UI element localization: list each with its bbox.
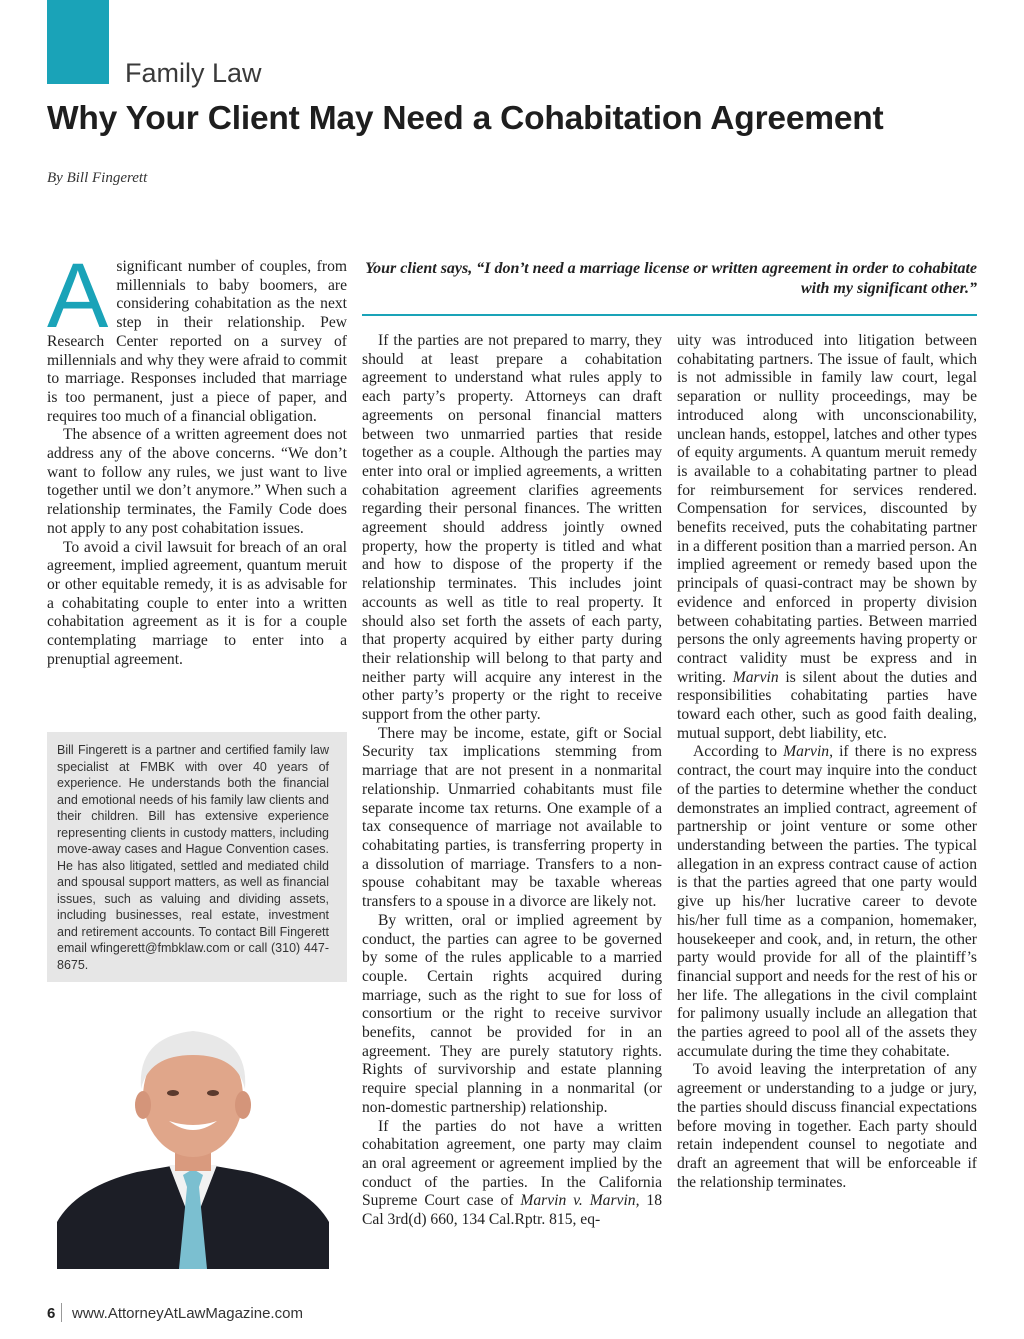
paragraph-9: According to Marvin, if there is no express contract, the court may inquire into the conduct of the parties to determine whether the conduct demonstrates an implied contract, agreement of partnership or joint venture or some other understanding between the parties. The typical allegation in an express contract cause of action is that the parties agreed that one party would give up his/her lucrative career to devote his/her full time as a companion, homemaker, housekeeper and cook, and, in return, the other party would provide for all of the plaintiff’s financial support and needs for the rest of his or her life. The allegations in the civil complaint for palimony usually include an allegation that the parties agreed to pool all of the assets they accumulate during the time they cohabitate. xyxy=(677,743,977,1060)
section-label: Family Law xyxy=(125,58,262,88)
footer-divider xyxy=(61,1303,62,1322)
article-column-1 xyxy=(47,245,347,669)
author-photo xyxy=(57,997,329,1269)
pull-quote: Your client says, “I don’t need a marriage license or written agreement in order to cohabitate with my significant other.” xyxy=(365,260,977,297)
magazine-url[interactable]: www.AttorneyAtLawMagazine.com xyxy=(72,1305,303,1322)
paragraph-3: To avoid a civil lawsuit for breach of an oral agreement, implied agreement, quantum meruit or other equitable remedy, it is as advisable for a cohabitating couple to enter into a written cohabitation agreement as it is for a couple contemplating marriage to enter into a prenuptial agreement. xyxy=(47,538,347,668)
accent-block xyxy=(47,0,109,84)
paragraph-2: The absence of a written agreement does not address any of the above concerns. “We don’t want to follow any rules, we just want to live together until we don’t anymore.” When such a relationship terminates, the Family Code does not apply to any post cohabitation issues. xyxy=(47,426,347,537)
paragraph-10: To avoid leaving the interpretation of any agreement or understanding to a judge or jury, the parties should discuss financial expectations before moving in together. Each party should retain independent counsel to negotiate and draft an agreement that will be enforceable if the relationship terminates. xyxy=(677,1061,977,1191)
article-column-3 xyxy=(677,332,977,1192)
paragraph-5: There may be income, estate, gift or Social Security tax implications stemming from marriage that are not present in a nonmarital relationship. Unmarried cohabitants must file separate income tax returns. One example of a tax consequence of marriage not available to cohabitating parties, is transferring property in a dissolution of marriage. Transfers to a non-spouse cohabitant may be taxable whereas transfers to a spouse in a divorce are likely not. xyxy=(362,724,662,911)
case-name: Marvin xyxy=(732,668,779,686)
drop-cap: A xyxy=(47,245,109,347)
byline: By Bill Fingerett xyxy=(47,170,148,186)
article-column-2 xyxy=(362,332,662,1230)
paragraph-7: If the parties do not have a written cohabitation agreement, one party may claim an oral agreement or agreement implied by the conduct of the parties. In the California Supreme Court case of Marvin v. Marvin, 18 Cal 3rd(d) 660, 134 Cal.Rptr. 815, eq- xyxy=(362,1117,662,1229)
paragraph-1: Asignificant number of couples, from millennials to baby boomers, are considering cohabitation as the next step in their relationship. Pew Research Center reported on a survey of millennials and why they were afraid to commit to marriage. Responses included that marriage is too permanent, just a piece of paper, and requires too much of a financial obligation. xyxy=(47,245,347,425)
page-number: 6 xyxy=(47,1305,56,1322)
paragraph-8: uity was introduced into litigation between cohabitating partners. The issue of fault, which is not admissible in family law court, legal separation or nullity proceedings, may be introduced along with unconscionability, unclean hands, estoppel, latches and other types of equity arguments. A quantum meruit remedy is available to a cohabitating partner to plead for reimbursement for services rendered. Compensation for services, discounted by benefits received, puts the cohabitating partner in a different position than a married person. An implied agreement or remedy based upon the principals of quasi-contract may be shown by evidence and enforced in property division between cohabitating parties. Between married persons the only agreements having property or contract validity must be express and in writing. Marvin is silent about the duties and responsibilities cohabitating parties have toward each other, such as good faith dealing, mutual support, debt liability, etc. xyxy=(677,332,977,742)
paragraph-6: By written, oral or implied agreement by conduct, the parties can agree to be governed by some of the rules applicable to a married couple. Certain rights acquired during marriage, such as the right to sue for loss of consortium or the right to receive survivor benefits, cannot be provided for in an agreement. They are purely statutory rights. Rights of survivorship and estate planning require special planning in a nonmarital (or non-domestic partnership) relationship. xyxy=(362,911,662,1116)
author-bio-text: Bill Fingerett is a partner and certified family law specialist at FMBK with over 40 years of experience. He understands both the financial and emotional needs of his family law clients and their children. Bill has extensive experience representing clients in custody matters, including move-away cases and Hague Convention cases. He has also litigated, settled and mediated child and spousal support matters, as well as financial issues, such as valuing and dividing assets, including businesses, real estate, investment and retirement accounts. To contact Bill Fingerett email wfingerett@fmbklaw.com or call (310) 447-8675. xyxy=(57,743,329,972)
pull-quote-divider xyxy=(362,314,977,316)
case-name: Marvin, xyxy=(783,743,833,761)
case-citation: Marvin v. Marvin, xyxy=(520,1192,640,1210)
paragraph-4: If the parties are not prepared to marry, they should at least prepare a cohabitation agreement to understand what rules apply to each party’s property. Attorneys can draft agreements on personal financial matters between two unmarried parties that reside together as a couple. Although the parties may enter into oral or implied agreements, a written cohabitation agreement clarifies agreements regarding their personal finances. The written agreement should address jointly owned property, how the property is titled and what and how to dispose of the property if the relationship terminates. This includes joint accounts as well as title to real property. It should also set forth the assets of each party, that property acquired by either party during their relationship will belong to that party and neither party will acquire any interest in the other party’s property or the right to receive support from the other party. xyxy=(362,332,662,724)
article-headline: Why Your Client May Need a Cohabitation Agreement xyxy=(47,100,884,137)
